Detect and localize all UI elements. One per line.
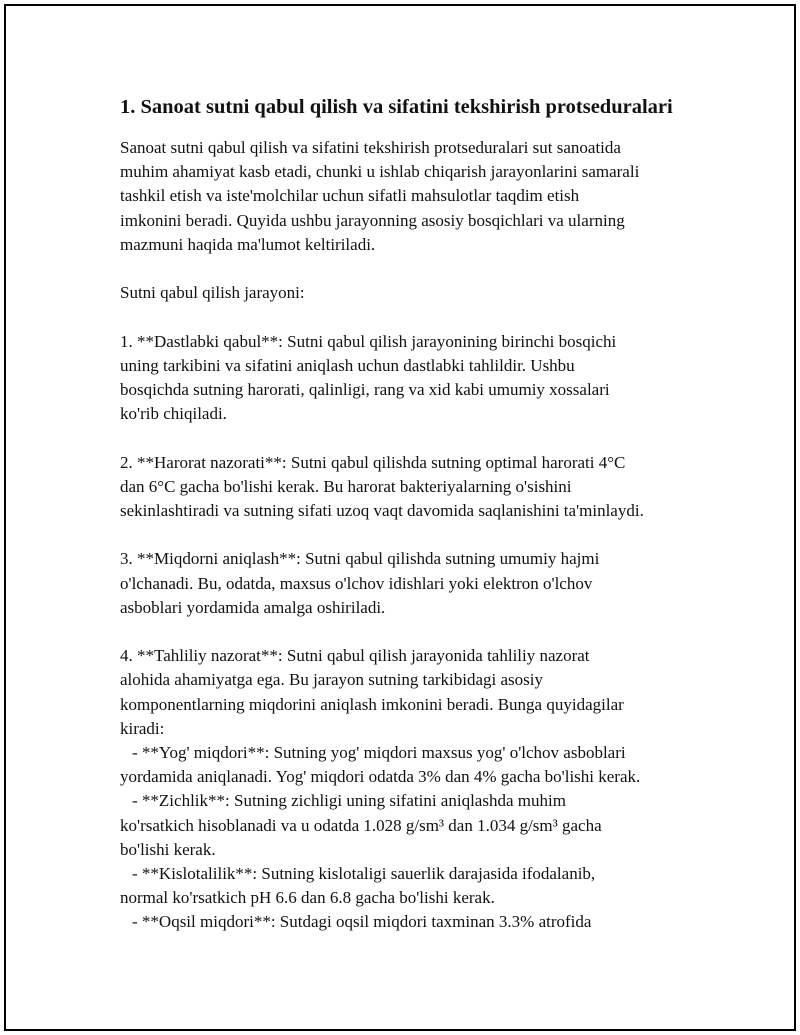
text-line: kiradi: [120,718,165,738]
text-line: muhim ahamiyat kasb etadi, chunki u ishlab chiqarish jarayonlarini samarali [120,162,640,182]
text-line: bosqichda sutning harorati, qalinligi, rang va xid kabi umumiy xossalari [120,380,610,399]
list-item-2 [120,451,710,524]
text-line: mazmuni haqida ma'lumot keltiriladi. [120,234,376,254]
document-content [120,94,710,959]
text-line: imkonini beradi. Quyida ushbu jarayonning asosiy bosqichlari va ularning [120,210,625,230]
text-line: 2. **Harorat nazorati**: Sutni qabul qilishda sutning optimal harorati 4°C [120,452,626,472]
document-title: 1. Sanoat sutni qabul qilish va sifatini tekshirish protseduralari [120,96,673,118]
text-line: uning tarkibini va sifatini aniqlash uchun dastlabki tahlildir. Ushbu [120,355,575,375]
list-item-4 [120,644,710,934]
text-line: ko'rsatkich hisoblanadi va u odatda 1.028 g/sm³ dan 1.034 g/sm³ gacha [120,815,602,835]
text-line: Sutni qabul qilish jarayoni: [120,283,305,303]
text-line: yordamida aniqlanadi. Yog' miqdori odatda 3% dan 4% gacha bo'lishi kerak. [120,767,641,787]
text-line: tashkil etish va iste'molchilar uchun sifatli mahsulotlar taqdim etish [120,186,580,206]
section-label [120,281,710,305]
list-item-1 [120,330,710,427]
text-line: alohida ahamiyatga ega. Bu jarayon sutning tarkibidagi asosiy [120,670,543,690]
text-line: 1. **Dastlabki qabul**: Sutni qabul qilish jarayonining birinchi bosqichi [120,331,617,351]
text-line: o'lchanadi. Bu, odatda, maxsus o'lchov idishlari yoki elektron o'lchov [120,573,593,593]
sub-item-line: - **Yog' miqdori**: Sutning yog' miqdori maxsus yog' o'lchov asboblari [132,743,626,762]
document-page [4,4,796,1031]
text-line: ko'rib chiqiladi. [120,404,227,424]
text-line: asboblari yordamida amalga oshiriladi. [120,597,386,617]
text-line: komponentlarning miqdorini aniqlash imkonini beradi. Bunga quyidagilar [120,694,624,714]
text-line: normal ko'rsatkich pH 6.6 dan 6.8 gacha bo'lishi kerak. [120,888,495,908]
intro-paragraph [120,136,710,257]
text-line: Sanoat sutni qabul qilish va sifatini tekshirish protseduralari sut sanoatida [120,138,621,157]
text-line: sekinlashtiradi va sutning sifati uzoq vaqt davomida saqlanishini ta'minlaydi. [120,501,644,520]
sub-item-line: - **Oqsil miqdori**: Sutdagi oqsil miqdori taxminan 3.3% atrofida [132,912,592,932]
text-line: bo'lishi kerak. [120,839,216,859]
sub-item-line: - **Zichlik**: Sutning zichligi uning sifatini aniqlashda muhim [132,791,566,811]
list-item-3 [120,547,710,620]
text-line: 3. **Miqdorni aniqlash**: Sutni qabul qilishda sutning umumiy hajmi [120,549,600,569]
text-line: dan 6°C gacha bo'lishi kerak. Bu harorat bakteriyalarning o'sishini [120,476,572,496]
sub-item-line: - **Kislotalilik**: Sutning kislotaligi sauerlik darajasida ifodalanib, [132,864,596,884]
text-line: 4. **Tahliliy nazorat**: Sutni qabul qilish jarayonida tahliliy nazorat [120,646,590,666]
